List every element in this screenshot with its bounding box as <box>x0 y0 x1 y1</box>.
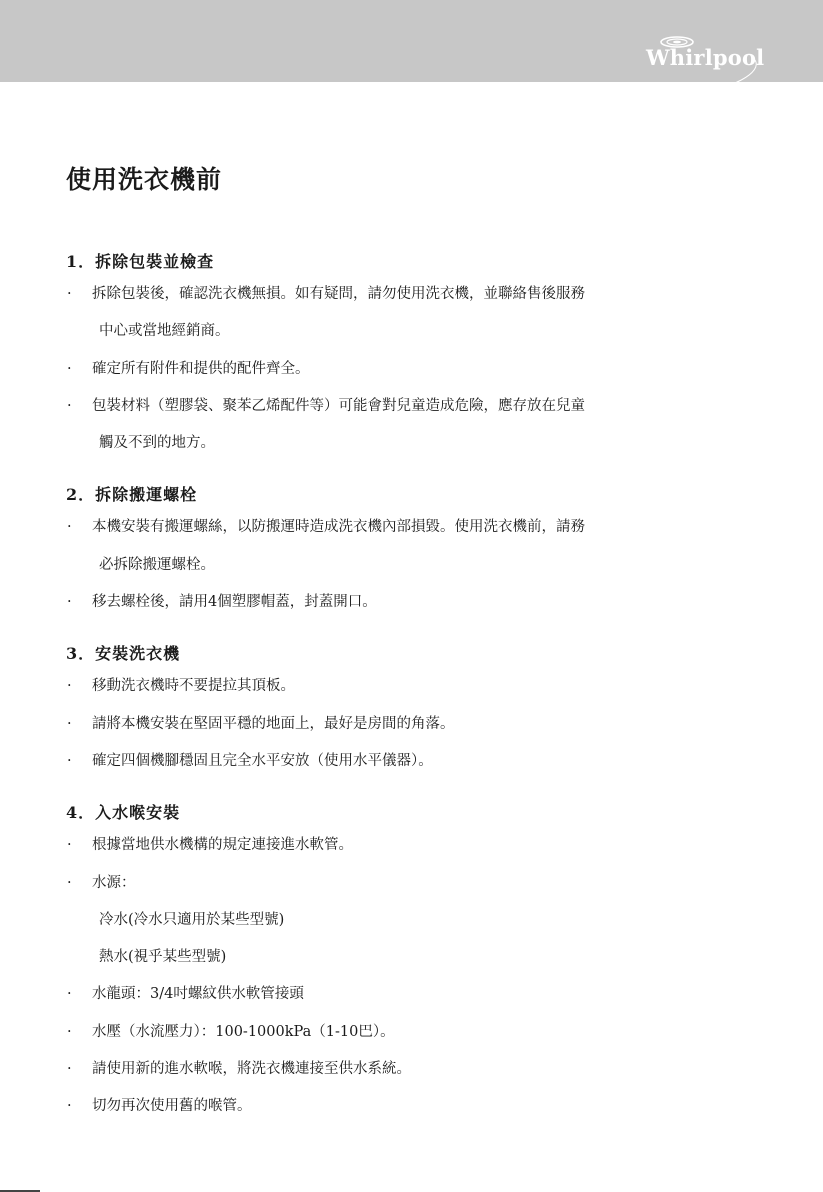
item-text: 必拆除搬運螺栓。 <box>99 556 215 573</box>
bullet-dot-icon: · <box>67 594 72 611</box>
bullet-item <box>66 1088 766 1125</box>
item-text: 請使用新的進水軟喉，將洗衣機連接至供水系統。 <box>92 1061 411 1078</box>
bullet-item <box>66 276 766 313</box>
bullet-dot-icon: · <box>67 1023 72 1040</box>
item-text: 本機安裝有搬運螺絲，以防搬運時造成洗衣機內部損毀。使用洗衣機前，請務 <box>92 519 585 536</box>
bullet-dot-icon: · <box>67 519 72 536</box>
instructions-body <box>66 248 766 1126</box>
continuation-line <box>66 425 766 462</box>
bullet-item <box>66 1051 766 1088</box>
continuation-line <box>66 902 766 939</box>
bullet-item <box>66 388 766 425</box>
bullet-dot-icon: · <box>67 752 72 769</box>
section-heading: 1．拆除包裝並檢查 <box>66 252 215 271</box>
item-text: 水壓（水流壓力）：100-1000kPa（1-10巴）。 <box>92 1023 395 1040</box>
item-text: 拆除包裝後，確認洗衣機無損。如有疑問，請勿使用洗衣機，並聯絡售後服務 <box>92 286 585 302</box>
item-text: 水龍頭：3/4吋螺紋供水軟管接頭 <box>92 986 304 1003</box>
brand-wordmark: Whirlpool <box>646 45 765 70</box>
bullet-item <box>66 976 766 1013</box>
bullet-item <box>66 351 766 388</box>
bullet-dot-icon: · <box>67 1098 72 1115</box>
bullet-dot-icon: · <box>67 874 72 891</box>
continuation-line <box>66 939 766 976</box>
bullet-item <box>66 1014 766 1051</box>
item-text: 切勿再次使用舊的喉管。 <box>92 1098 252 1115</box>
bullet-item <box>66 865 766 902</box>
section-heading: 2．拆除搬運螺栓 <box>66 485 198 505</box>
item-text: 確定四個機腳穩固且完全水平安放（使用水平儀器）。 <box>92 752 433 769</box>
item-text: 熱水(視乎某些型號) <box>99 949 227 966</box>
bullet-dot-icon: · <box>67 360 72 377</box>
bullet-dot-icon: · <box>67 678 72 695</box>
item-text: 移動洗衣機時不要提拉其頂板。 <box>92 678 295 695</box>
bullet-dot-icon: · <box>67 1061 72 1078</box>
item-text: 確定所有附件和提供的配件齊全。 <box>92 360 310 377</box>
bullet-item <box>66 509 766 546</box>
section-heading: 3．安裝洗衣機 <box>66 644 181 664</box>
section-heading: 4．入水喉安裝 <box>66 803 181 823</box>
bullet-item <box>66 706 766 743</box>
item-text: 移去螺栓後，請用4個塑膠帽蓋，封蓋開口。 <box>92 594 377 611</box>
continuation-line <box>66 547 766 584</box>
bullet-item <box>66 668 766 705</box>
bullet-dot-icon: · <box>67 986 72 1003</box>
page-title: 使用洗衣機前 <box>66 165 223 194</box>
item-text: 中心或當地經銷商。 <box>99 323 230 340</box>
bullet-item <box>66 827 766 864</box>
bullet-item <box>66 743 766 780</box>
item-text: 水源： <box>92 874 136 891</box>
item-text: 觸及不到的地方。 <box>99 435 215 452</box>
bullet-dot-icon: · <box>67 715 72 732</box>
item-text: 冷水(冷水只適用於某些型號) <box>99 911 285 928</box>
bullet-dot-icon: · <box>67 837 72 854</box>
item-text: 包裝材料（塑膠袋、聚苯乙烯配件等）可能會對兒童造成危險，應存放在兒童 <box>92 397 585 414</box>
bullet-dot-icon: · <box>67 397 72 414</box>
item-text: 根據當地供水機構的規定連接進水軟管。 <box>92 837 353 854</box>
whirlpool-logo <box>637 30 765 100</box>
item-text: 請將本機安裝在堅固平穩的地面上，最好是房間的角落。 <box>92 715 455 732</box>
continuation-line <box>66 313 766 350</box>
bullet-dot-icon: · <box>67 286 72 302</box>
bullet-item <box>66 584 766 621</box>
